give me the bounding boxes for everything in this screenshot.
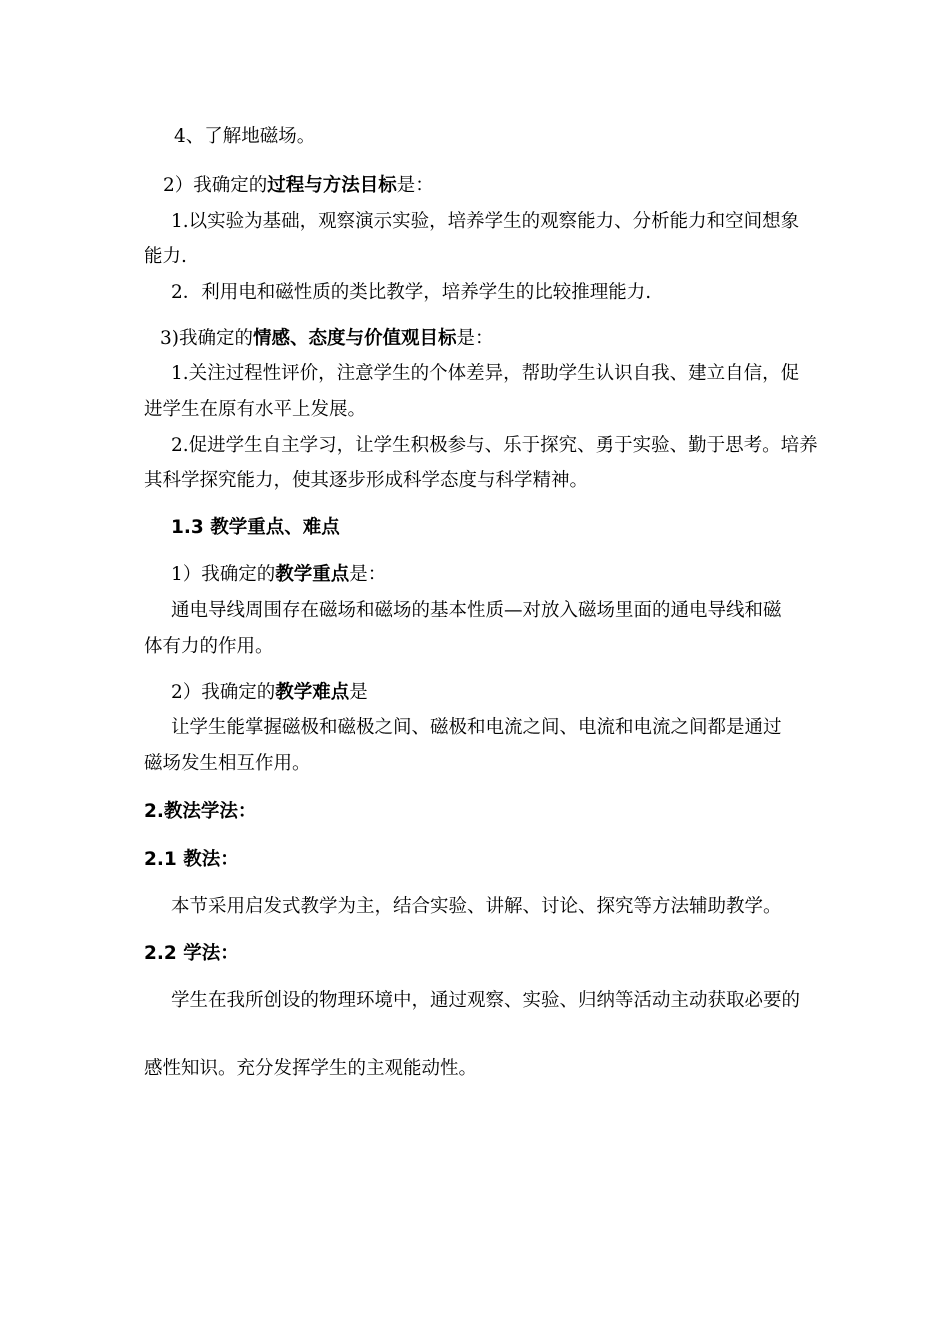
difficulty-line-1: 让学生能掌握磁极和磁极之间、磁极和电流之间、电流和电流之间都是通过	[171, 717, 782, 738]
process-goal-2: 2．利用电和磁性质的类比教学，培养学生的比较推理能力.	[171, 282, 652, 303]
emotion-goal-1-line-2: 进学生在原有水平上发展。	[144, 399, 367, 420]
emotion-goal-1-line-1: 1.关注过程性评价，注意学生的个体差异，帮助学生认识自我、建立自信，促	[171, 363, 800, 384]
teaching-method-text: 本节采用启发式教学为主，结合实验、讲解、讨论、探究等方法辅助教学。	[171, 896, 782, 917]
key-point-bold: 教学重点	[275, 564, 350, 585]
process-goal-1-line-1: 1.以实验为基础，观察演示实验，培养学生的观察能力、分析能力和空间想象	[171, 211, 800, 232]
emotion-attitude-goal-heading: 3)我确定的情感、态度与价值观目标是：	[160, 328, 494, 349]
emotion-attitude-goal-bold: 情感、态度与价值观目标	[253, 328, 457, 349]
difficulty-line-2: 磁场发生相互作用。	[144, 753, 311, 774]
process-method-goal-bold: 过程与方法目标	[267, 175, 397, 196]
emotion-goal-2-line-1: 2.促进学生自主学习，让学生积极参与、乐于探究、勇于实验、勤于思考。培养	[171, 435, 818, 456]
difficulty-heading: 2）我确定的教学难点是	[171, 682, 368, 703]
section-2-1-heading: 2.1 教法：	[144, 849, 239, 870]
key-point-line-2: 体有力的作用。	[144, 636, 274, 657]
learning-method-line-1: 学生在我所创设的物理环境中，通过观察、实验、归纳等活动主动获取必要的	[171, 990, 801, 1011]
objective-item-4: 4、了解地磁场。	[174, 126, 316, 147]
section-2-2-heading: 2.2 学法：	[144, 943, 239, 964]
key-point-heading: 1）我确定的教学重点是：	[171, 564, 387, 585]
section-2-heading: 2.教法学法：	[144, 801, 257, 822]
process-goal-1-line-2: 能力.	[144, 246, 187, 267]
section-1-3-heading: 1.3 教学重点、难点	[171, 517, 340, 538]
process-method-goal-heading: 2）我确定的过程与方法目标是：	[163, 175, 434, 196]
emotion-goal-2-line-2: 其科学探究能力，使其逐步形成科学态度与科学精神。	[144, 470, 589, 491]
key-point-line-1: 通电导线周围存在磁场和磁场的基本性质—对放入磁场里面的通电导线和磁	[171, 600, 782, 621]
learning-method-line-2: 感性知识。充分发挥学生的主观能动性。	[144, 1058, 478, 1079]
difficulty-bold: 教学难点	[275, 682, 350, 703]
